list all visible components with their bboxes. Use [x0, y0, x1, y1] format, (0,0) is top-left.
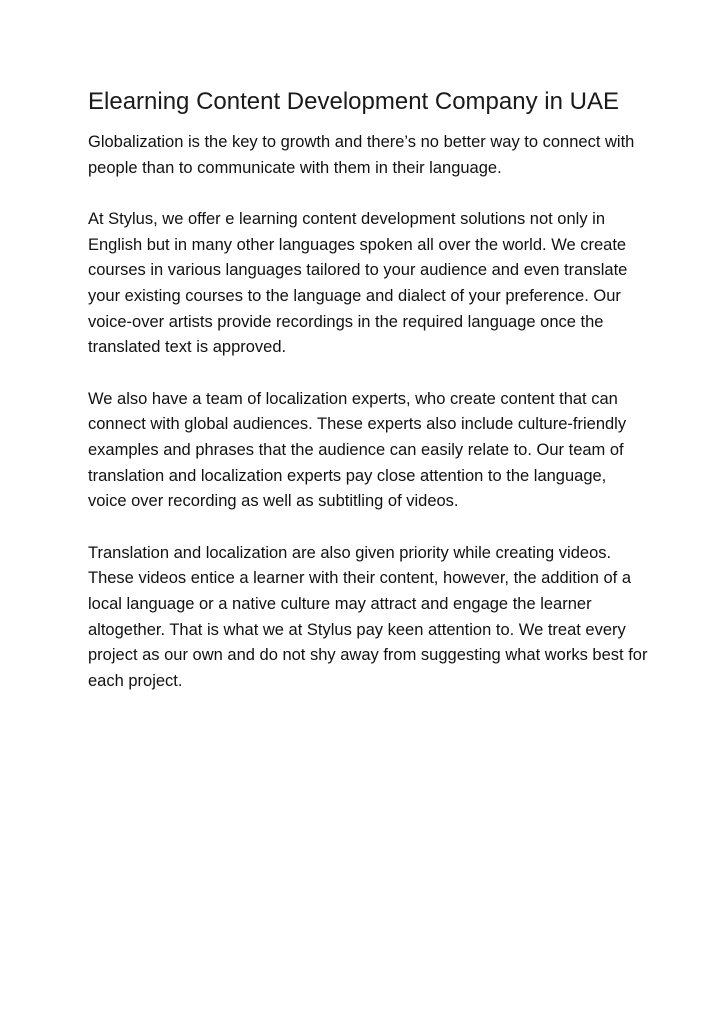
paragraph-languages: At Stylus, we offer e learning content development solutions not only in English but in many other languages spoken all over the world. We create courses in various languages tailored to your audience and even translate your existing courses to the language and dialect of your preference. Our voice-over artists provide recordings in the required language once the translated text is approved. [88, 210, 628, 357]
document-body [88, 86, 648, 720]
paragraph-videos: Translation and localization are also given priority while creating videos. These videos entice a learner with their content, however, the addition of a local language or a native culture may attract and engage the learner altogether. That is what we at Stylus pay keen attention to. We treat every project as our own and do not shy away from suggesting what works best for each project. [88, 543, 648, 690]
paragraph-localization-experts: We also have a team of localization experts, who create content that can connect with global audiences. These experts also include culture-friendly examples and phrases that the audience can easily relate to. Our team of translation and localization experts pay close attention to the language, voice over recording as well as subtitling of videos. [88, 389, 627, 511]
paragraph-intro: Globalization is the key to growth and there’s no better way to connect with people than to communicate with them in their language. [88, 133, 635, 177]
page-title: Elearning Content Development Company in UAE [88, 88, 619, 115]
